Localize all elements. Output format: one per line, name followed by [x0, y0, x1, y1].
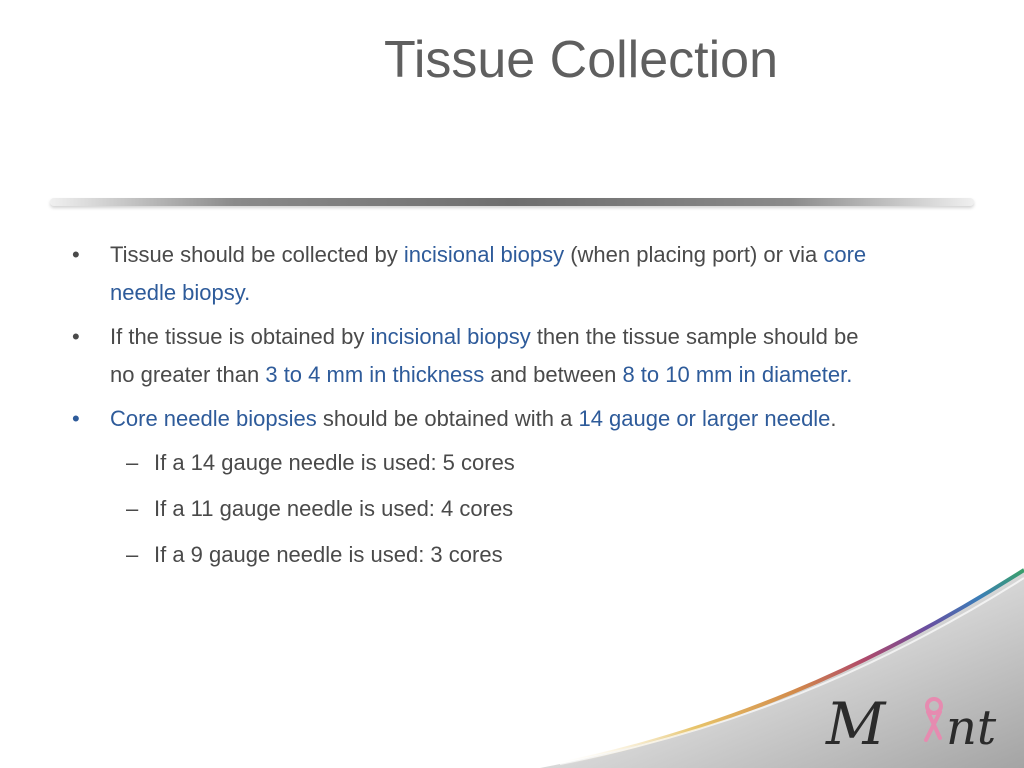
sub-bullet-text: If a 14 gauge needle is used: 5 cores — [154, 450, 515, 475]
bullet-text-segment: then the tissue sample should be no greater than — [110, 324, 859, 387]
bullet-highlight-segment: 8 to 10 mm in diameter. — [622, 362, 853, 387]
bullet-marker: • — [72, 242, 80, 267]
bullet-highlight-segment: core needle biopsy. — [110, 242, 867, 305]
sub-bullet-marker: – — [126, 496, 139, 521]
slide-title: Tissue Collection — [383, 31, 778, 89]
bullet-item — [72, 400, 872, 438]
bullet-highlight-segment: 3 to 4 mm in thickness — [265, 362, 485, 387]
bullet-text-segment: Tissue should be collected by — [110, 242, 404, 267]
sub-bullet-item — [72, 490, 872, 528]
bullet-text-segment: should be obtained with a — [316, 406, 579, 431]
bullet-highlight-segment: incisional biopsy — [403, 242, 565, 267]
svg-text:M: M — [826, 690, 886, 758]
bullet-text-segment: and between — [484, 362, 623, 387]
bullet-highlight-segment: incisional biopsy — [370, 324, 531, 349]
sub-bullet-text: If a 9 gauge needle is used: 3 cores — [154, 542, 503, 567]
sub-bullet-marker: – — [126, 450, 139, 475]
bullet-text-segment: If the tissue is obtained by — [110, 324, 371, 349]
bullet-item — [72, 236, 872, 312]
sub-bullet-marker: – — [126, 542, 139, 567]
bullet-marker: • — [72, 324, 80, 349]
bullet-text-segment: (when placing port) or via — [564, 242, 824, 267]
bullet-highlight-segment: 14 gauge or larger needle — [578, 406, 831, 431]
sub-bullet-item — [72, 444, 872, 482]
title-divider — [50, 198, 974, 206]
pink-ribbon-icon — [926, 699, 941, 740]
slide-body — [72, 236, 872, 582]
sub-bullet-text: If a 11 gauge needle is used: 4 cores — [154, 496, 514, 521]
bullet-text-segment: . — [830, 406, 837, 431]
bullet-highlight-segment: Core needle biopsies — [110, 406, 317, 431]
bullet-item — [72, 318, 872, 394]
mint-logo — [820, 678, 1020, 764]
bullet-marker: • — [72, 406, 80, 431]
svg-text:nt: nt — [946, 700, 997, 756]
